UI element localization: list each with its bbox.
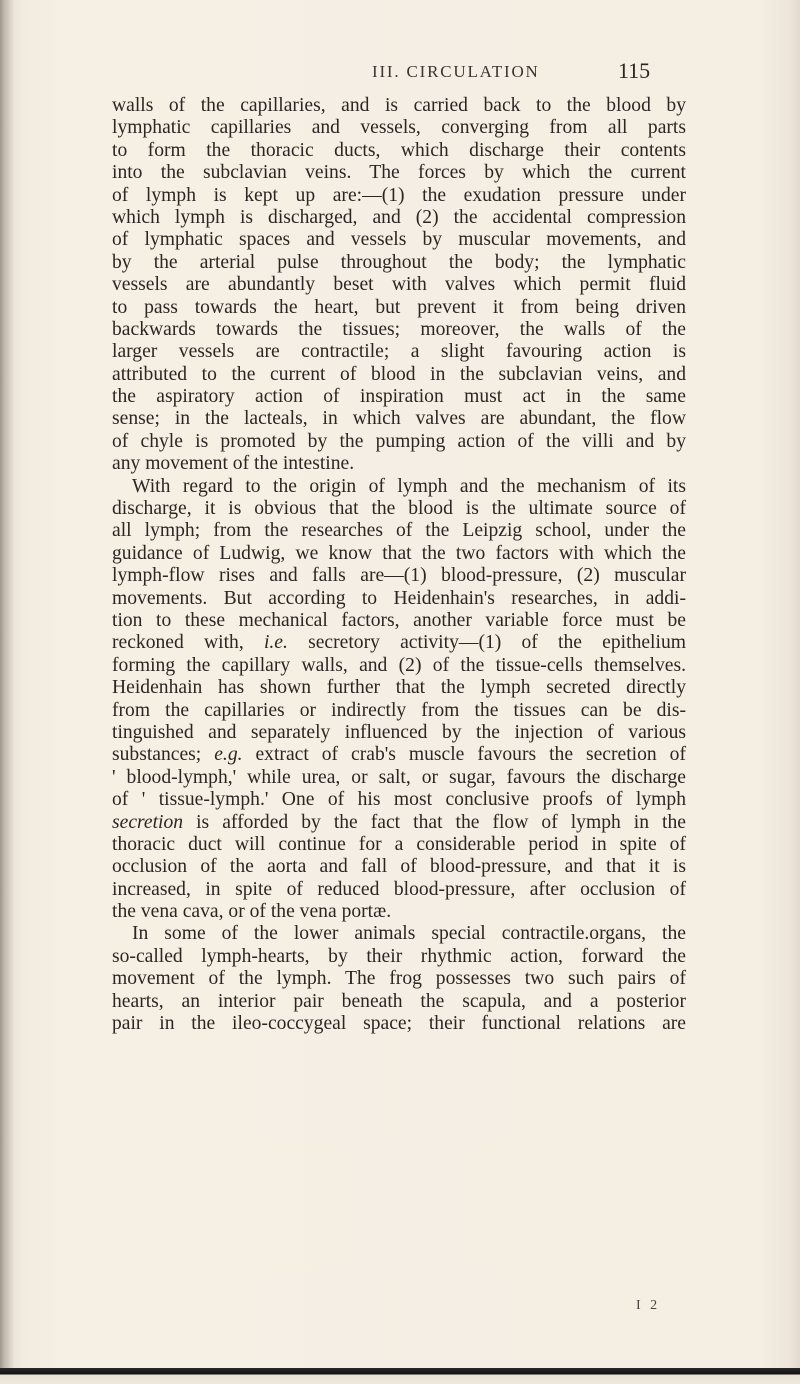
text-line: tion to these mechanical factors, another variable force must be <box>112 609 686 631</box>
text-line: which lymph is discharged, and (2) the accidental compression <box>112 206 686 228</box>
text-line: guidance of Ludwig, we know that the two factors with which the <box>112 542 686 564</box>
text-line: Heidenhain has shown further that the lymph secreted directly <box>112 677 686 699</box>
text-line: so-called lymph-hearts, by their rhythmic action, forward the <box>112 945 686 967</box>
text-line: vessels are abundantly beset with valves which permit fluid <box>112 274 686 296</box>
text-line: of chyle is promoted by the pumping action of the villi and by <box>112 430 686 452</box>
text-line: With regard to the origin of lymph and the mechanism of its <box>132 475 686 497</box>
text-line: thoracic duct will continue for a considerable period in spite of <box>112 833 686 855</box>
text-line: movement of the lymph. The frog possesses two such pairs of <box>112 968 686 990</box>
text-line: lymphatic capillaries and vessels, converging from all parts <box>112 117 686 139</box>
signature-mark: I 2 <box>636 1298 661 1313</box>
text-line: tinguished and separately influenced by the injection of various <box>112 721 686 743</box>
text-line: hearts, an interior pair beneath the scapula, and a posterior <box>112 990 686 1012</box>
running-head <box>0 56 800 86</box>
text-line: the aspiratory action of inspiration must act in the same <box>112 386 686 408</box>
text-line: walls of the capillaries, and is carried back to the blood by <box>112 95 686 116</box>
text-line: into the subclavian veins. The forces by which the current <box>112 162 686 184</box>
text-line: secretion is afforded by the fact that the flow of lymph in the <box>112 811 686 833</box>
text-line: occlusion of the aorta and fall of blood-pressure, and that it is <box>112 856 686 878</box>
text-line: increased, in spite of reduced blood-pressure, after occlusion of <box>112 878 686 900</box>
text-line: the vena cava, or of the vena portæ. <box>112 901 392 923</box>
text-line: movements. But according to Heidenhain's researches, in addi- <box>112 587 686 609</box>
text-line: of lymphatic spaces and vessels by muscular movements, and <box>112 229 686 251</box>
text-line: ' blood-lymph,' while urea, or salt, or sugar, favours the discharge <box>112 766 686 788</box>
page-number: 115 <box>618 58 651 83</box>
text-line: any movement of the intestine. <box>112 453 355 475</box>
text-line: forming the capillary walls, and (2) of the tissue-cells themselves. <box>112 654 686 676</box>
text-line: lymph-flow rises and falls are—(1) blood-pressure, (2) muscular <box>112 565 686 587</box>
text-line: pair in the ileo-coccygeal space; their functional relations are <box>112 1013 686 1035</box>
text-line: all lymph; from the researches of the Leipzig school, under the <box>112 520 686 542</box>
text-line: larger vessels are contractile; a slight favouring action is <box>112 341 686 363</box>
body-text <box>112 95 686 1035</box>
text-line: backwards towards the tissues; moreover, the walls of the <box>112 318 686 340</box>
text-line: substances; e.g. extract of crab's muscle favours the secretion of <box>112 744 686 766</box>
text-line: by the arterial pulse throughout the body; the lymphatic <box>112 251 686 273</box>
text-line: discharge, it is obvious that the blood is the ultimate source of <box>112 498 686 520</box>
running-head-title: III. CIRCULATION <box>372 62 540 81</box>
text-line: to form the thoracic ducts, which discharge their contents <box>112 139 686 161</box>
text-line: In some of the lower animals special contractile.organs, the <box>132 923 686 945</box>
text-line: to pass towards the heart, but prevent it from being driven <box>112 296 686 318</box>
text-line: reckoned with, i.e. secretory activity—(1) of the epithelium <box>112 632 686 654</box>
text-line: from the capillaries or indirectly from the tissues can be dis- <box>112 699 686 721</box>
text-line: sense; in the lacteals, in which valves are abundant, the flow <box>112 408 686 430</box>
text-line: attributed to the current of blood in the subclavian veins, and <box>112 363 686 385</box>
text-line: of ' tissue-lymph.' One of his most conclusive proofs of lymph <box>112 789 686 811</box>
text-line: of lymph is kept up are:—(1) the exudation pressure under <box>112 184 686 206</box>
spine-shadow <box>0 0 14 1384</box>
scan-edge <box>0 1368 800 1384</box>
